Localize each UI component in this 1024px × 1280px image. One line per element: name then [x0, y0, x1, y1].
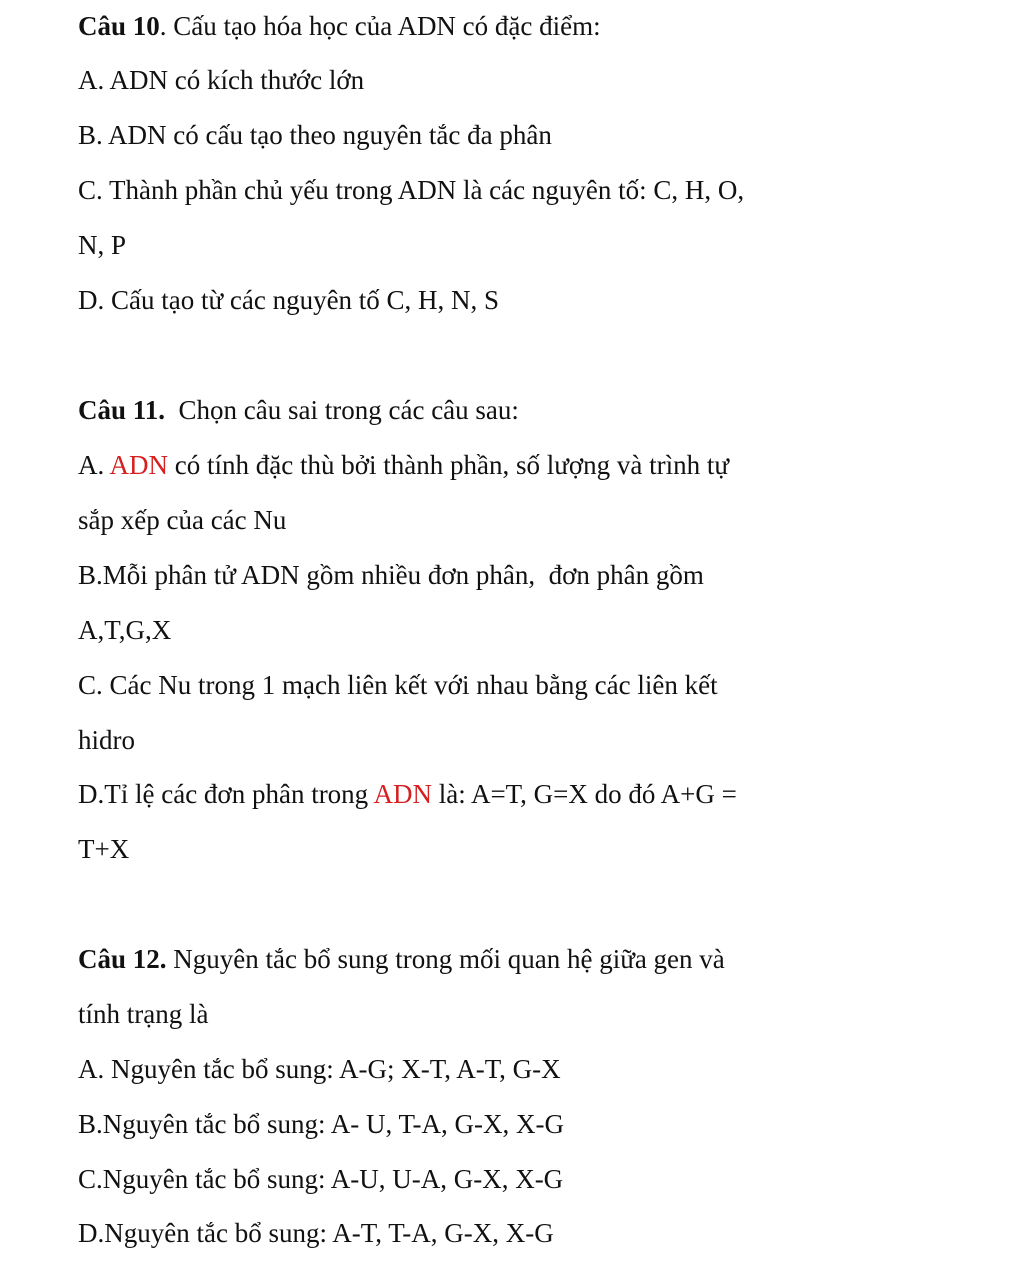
q10-option-c-line2: N, P	[78, 230, 127, 260]
q12-title	[78, 943, 725, 975]
q11-prompt: Chọn câu sai trong các câu sau:	[165, 395, 519, 425]
q11-label: Câu 11.	[78, 395, 166, 425]
q10-option-c-line1: C. Thành phần chủ yếu trong ADN là các nguyên tố: C, H, O,	[78, 175, 745, 205]
q11-a-rest: có tính đặc thù bởi thành phần, số lượng và trình tự	[168, 450, 730, 480]
q12-prompt-line2: tính trạng là	[78, 999, 209, 1029]
q11-option-c-line1: C. Các Nu trong 1 mạch liên kết với nhau bằng các liên kết	[78, 670, 718, 700]
q10-label: Câu 10	[78, 11, 160, 41]
q11-option-b-line2: A,T,G,X	[78, 615, 172, 645]
q11-option-d-line1	[78, 778, 737, 810]
q11-option-a-line2: sắp xếp của các Nu	[78, 505, 287, 535]
q11-option-c-line2: hidro	[78, 725, 135, 755]
q10-option-d: D. Cấu tạo từ các nguyên tố C, H, N, S	[78, 285, 500, 315]
q11-d-rest: là: A=T, G=X do đó A+G =	[431, 779, 737, 809]
q10-prompt: . Cấu tạo hóa học của ADN có đặc điểm:	[159, 11, 601, 41]
q10-title	[78, 10, 601, 42]
q11-d-highlight: ADN	[373, 779, 432, 809]
q11-option-a-line1	[78, 449, 729, 481]
q11-title	[78, 394, 519, 426]
q12-option-b: B.Nguyên tắc bổ sung: A- U, T-A, G-X, X-G	[78, 1109, 564, 1139]
q11-d-prefix: D.Tỉ lệ các đơn phân trong	[78, 779, 374, 809]
q12-option-a: A. Nguyên tắc bổ sung: A-G; X-T, A-T, G-X	[78, 1054, 561, 1084]
q12-prompt-line1: Nguyên tắc bổ sung trong mối quan hệ giữa gen và	[166, 944, 725, 974]
q12-option-c: C.Nguyên tắc bổ sung: A-U, U-A, G-X, X-G	[78, 1164, 564, 1194]
q10-option-a: A. ADN có kích thước lớn	[78, 65, 365, 95]
q11-a-prefix: A.	[78, 450, 110, 480]
q11-option-b-line1: B.Mỗi phân tử ADN gồm nhiều đơn phân, đơn phân gồm	[78, 560, 704, 590]
q11-option-d-line2: T+X	[78, 834, 130, 864]
q12-label: Câu 12.	[78, 944, 167, 974]
q10-option-b: B. ADN có cấu tạo theo nguyên tắc đa phân	[78, 120, 552, 150]
q11-a-highlight: ADN	[109, 450, 169, 480]
q12-option-d: D.Nguyên tắc bổ sung: A-T, T-A, G-X, X-G	[78, 1218, 554, 1248]
